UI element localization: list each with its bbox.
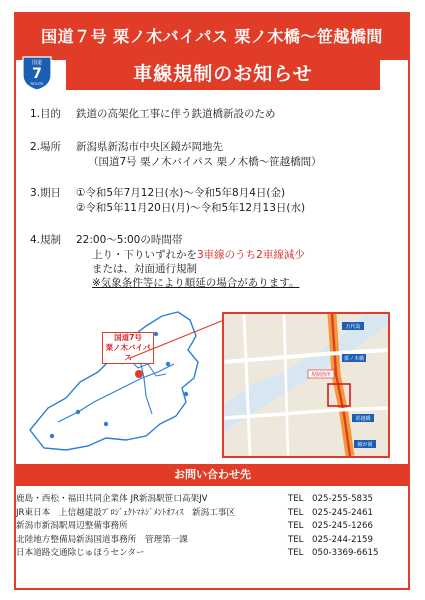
regulation-line3: または、対面通行規制 xyxy=(92,263,197,275)
svg-text:万代島: 万代島 xyxy=(345,324,361,330)
contact-list xyxy=(16,493,384,561)
shield-bottom-text: ROUTE xyxy=(30,81,44,86)
place-line1: 新潟県新潟市中央区鏡が岡地先 xyxy=(76,141,223,153)
route-7-shield-icon xyxy=(20,55,54,91)
regulation-line2 xyxy=(30,248,425,263)
map-connector xyxy=(128,318,228,360)
route-label-line1: 国道7号 xyxy=(114,333,142,342)
purpose-label: 1.目的 xyxy=(30,108,62,120)
svg-text:栗ノ木橋: 栗ノ木橋 xyxy=(343,356,365,362)
purpose-row xyxy=(30,107,380,122)
contact-org: 北陸地方整備局新潟国道事務所 管理第一課 xyxy=(16,534,188,545)
place-line2: （国道7号 栗ノ木バイパス 栗ノ木橋〜笹越橋間） xyxy=(88,156,322,168)
regulation-line2-red: 3車線のうち2車線減少 xyxy=(197,249,305,261)
contact-row xyxy=(16,493,384,507)
contact-org: 鹿島・西松・福田共同企業体 JR新潟駅笹口高架JV xyxy=(16,494,208,504)
regulation-label: 4.規制 xyxy=(30,234,62,246)
detail-map-svg xyxy=(224,314,388,456)
contact-tel: TEL 025-245-2461 xyxy=(288,507,373,518)
place-row xyxy=(30,140,380,155)
regulation-line4: ※気象条件等により順延の場合があります。 xyxy=(92,277,300,289)
header-title: 国道７号 栗ノ木バイパス 栗ノ木橋〜笹越橋間 xyxy=(16,14,408,60)
contact-tel: TEL 025-245-1266 xyxy=(288,521,373,532)
svg-text:鏡が岡: 鏡が岡 xyxy=(357,442,373,448)
regulation-line2-pre: 上り・下りいずれかを xyxy=(92,249,197,261)
detail-map xyxy=(222,312,390,458)
shield-top-text: 国道 xyxy=(31,60,43,66)
contact-row xyxy=(16,547,384,561)
period-row xyxy=(30,186,380,201)
purpose-text: 鉄道の高架化工事に伴う鉄道橋新設のため xyxy=(76,108,276,120)
contact-tel: TEL 025-244-2159 xyxy=(288,534,373,545)
contact-org: 新潟市新潟駅周辺整備事務所 xyxy=(16,521,128,532)
notice-title: 車線規制のお知らせ xyxy=(66,58,380,90)
place-label: 2.場所 xyxy=(30,141,62,153)
regulation-row xyxy=(30,233,380,248)
period-label: 3.期日 xyxy=(30,187,62,199)
contact-org: JR東日本 上信越建設ﾌﾟﾛｼﾞｪｸﾄﾏﾈｼﾞﾒﾝﾄｵﾌｨｽ 新潟工事区 xyxy=(16,507,236,518)
period-line1: ①令和5年7月12日(水)〜令和5年8月4日(金) xyxy=(76,187,286,199)
shield-number: 7 xyxy=(32,66,42,82)
svg-text:規制箇所: 規制箇所 xyxy=(310,372,332,378)
overview-location-marker xyxy=(135,370,143,378)
contact-tel: TEL 025-255-5835 xyxy=(288,494,373,504)
contact-row xyxy=(16,507,384,521)
overview-map xyxy=(18,290,213,455)
regulation-line1: 22:00〜5:00の時間帯 xyxy=(76,234,183,246)
period-line2: ②令和5年11月20日(月)〜令和5年12月13日(水) xyxy=(76,202,306,214)
contact-row xyxy=(16,520,384,534)
contact-row xyxy=(16,534,384,548)
contact-heading: お問い合わせ先 xyxy=(16,464,409,486)
contact-org: 日本道路交通除じゅほうセンター xyxy=(16,548,145,559)
contact-tel: TEL 050-3369-6615 xyxy=(288,548,379,559)
route-label-line2: 栗ノ木バイパス xyxy=(105,343,151,362)
svg-text:笹越橋: 笹越橋 xyxy=(355,416,371,422)
